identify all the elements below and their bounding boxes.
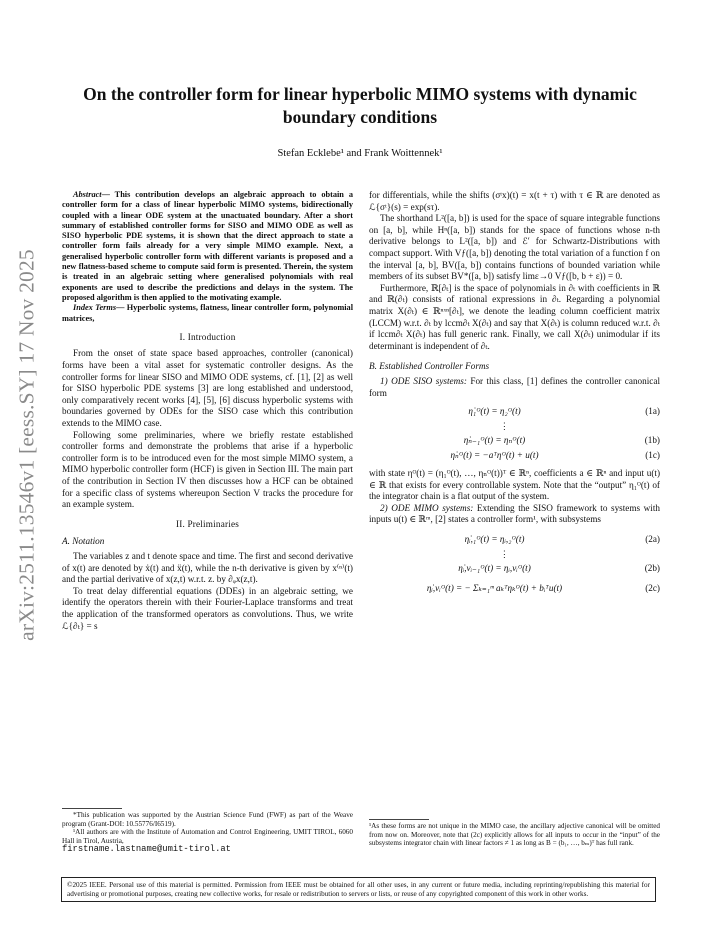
right-paragraph-0: for differentials, while the shifts (σᵗx)(t) = x(t + τ) with τ ∈ ℝ are denoted as ℒ{σᵗ}(s) = exp(sτ).	[369, 190, 660, 212]
mimo-heading: 2) ODE MIMO systems:	[380, 502, 474, 513]
equation-2a	[369, 532, 660, 547]
equation-number: (2c)	[645, 583, 660, 594]
equation-1b	[369, 433, 660, 448]
equation-2c	[369, 576, 660, 602]
equation-number: (1c)	[645, 449, 660, 460]
equation-body: η̇ᵢ,νᵢ₋₁ᴼ(t) = ηᵢ,νᵢᴼ(t)	[458, 562, 531, 573]
footnote-rule-left	[62, 808, 122, 809]
left-column	[62, 190, 353, 632]
footnotes-left	[62, 811, 353, 854]
index-terms	[62, 303, 353, 324]
abstract-label: Abstract	[73, 190, 102, 199]
funding-footnote: *This publication was supported by the Austrian Science Fund (FWF) as part of the Weave program (Grant-DOI: 10.55776/I6519).	[62, 811, 353, 828]
intro-paragraph-1: From the onset of state space based approaches, controller (canonical) forms have been a vital asset for systematic controller designs. As the controller forms for linear SISO and MIMO ODE systems, cf. [1], [2] as well for SISO hyperbolic PDE systems [3] are long established and understood, only comparatively recent works [4], [5], [6] discuss hyperbolic systems with boundaries governed by ODEs for the SISO case which this contribution extends to the MIMO case.	[62, 348, 353, 429]
vertical-ellipsis: ⋮	[499, 549, 510, 560]
siso-heading: 1) ODE SISO systems:	[380, 375, 467, 386]
equation-body: η̇ᵢ,₁ᴼ(t) = ηᵢ,₂ᴼ(t)	[464, 533, 525, 544]
paper-title: On the controller form for linear hyperbolic MIMO systems with dynamic boundary conditions	[83, 84, 637, 127]
vertical-ellipsis: ⋮	[499, 421, 510, 432]
equation-1a	[369, 404, 660, 419]
section-heading-introduction: I. Introduction	[179, 331, 236, 342]
notation-paragraph-2: To treat delay differential equations (DDEs) in an algebraic setting, we identify the operators therein with their Fourier-Laplace transforms and treat the application of the transformed operators as convolutions. Thus, we write ℒ{∂ₜ} = s	[62, 585, 353, 631]
author-line: Stefan Ecklebe¹ and Frank Woittennek¹	[277, 148, 443, 159]
equation-2b	[369, 561, 660, 576]
equation-number: (2b)	[644, 562, 660, 573]
equation-number: (1a)	[645, 405, 660, 416]
arxiv-stamp: arXiv:2511.13546v1 [eess.SY] 17 Nov 2025	[14, 249, 39, 641]
mimo-paragraph	[369, 503, 660, 526]
notation-paragraph-1: The variables z and t denote space and time. The first and second derivative of x(t) are denoted by ẋ(t) and ẍ(t), while the n-th derivative is given by x⁽ⁿ⁾(t) and the partial derivative of x(z,t) w.r.t. z. by ∂ᵩx(z,t).	[62, 550, 353, 585]
equation-body: η̇ᵢ,νᵢᴼ(t) = − Σₖ₌₁ᵐ aₖᵀηₖᴼ(t) + bᵢᵀu(t)	[426, 583, 563, 594]
subsection-heading-notation: A. Notation	[62, 536, 105, 547]
right-paragraph-2: Furthermore, ℝ[∂ₜ] is the space of polynomials in ∂ₜ with coefficients in ℝ and ℝ(∂ₜ) consists of rational expressions in ∂ₜ. Regarding a polynomial matrix X(∂ₜ) ∈ ℝⁿˣⁿ[∂ₜ], we denote the leading column coefficient matrix (LCCM) w.r.t. ∂ₜ by lccm∂ₜ X(∂ₜ) and say that X(∂ₜ) is column reduced w.r.t. ∂ₜ if lccm∂ₜ X(∂ₜ) has full generic rank. Finally, we call X(∂ₜ) unimodular if its determinant is independent of ∂ₜ.	[369, 282, 660, 351]
siso-paragraph	[369, 376, 660, 399]
abstract	[62, 190, 353, 303]
index-terms-text: — Hyperbolic systems, flatness, linear controller form, polynomial matrices,	[62, 303, 354, 323]
right-column	[369, 190, 660, 602]
right-paragraph-1: The shorthand L²([a, b]) is used for the space of square integrable functions on [a, b], while Hⁿ([a, b]) stands for the space of functions whose n-th derivative belongs to L²([a, b]) and ℰ′ for Schwartz-Distributions with compact support. With Vƒ([a, b]) denoting the total variation of a function f on the interval [a, b], BV([a, b]) contains functions of bounded variation while members of its subset BV*([a, b]) satisfy limε→0 Vƒ([b, b + ε)) = 0.	[369, 213, 660, 282]
subsection-heading-controller-forms: B. Established Controller Forms	[369, 361, 490, 372]
siso-after-paragraph: with state ηᴼ(t) = (η₁ᴼ(t), …, ηₙᴼ(t))ᵀ ∈ ℝⁿ, coefficients a ∈ ℝⁿ and input u(t) ∈ ℝ that exists for every controllable system. Note that the “output” η₁ᴼ(t) of the integrator chain is a flat output of the system.	[369, 468, 660, 502]
equation-1c	[369, 448, 660, 463]
equation-body: η̇ₙᴼ(t) = −aᵀηᴼ(t) + u(t)	[450, 449, 539, 460]
copyright-notice: ©2025 IEEE. Personal use of this material is permitted. Permission from IEEE must be obtained for all other uses, in any current or future media, including reprinting/republishing this material for advertising or promotional purposes, creating new collective works, for resale or redistribution to servers or lists, or reuse of any copyrighted component of this work in other works.	[61, 877, 656, 902]
equation-body: η̇₁ᴼ(t) = η₂ᴼ(t)	[468, 405, 521, 416]
intro-paragraph-2: Following some preliminaries, where we briefly restate established controller forms and demonstrate the problems that arise if a hyperbolic controller form is to be introduced even for the most simple MIMO system, a MIMO hyperbolic controller form (HCF) is given in Section III. The main part of the contribution in Section IV then discusses how a HCF can be obtained for a specific class of systems whereupon Section V tracks the procedure for an example system.	[62, 429, 353, 510]
equation-number: (2a)	[645, 533, 660, 544]
mimo-text: Extending the SISO framework to systems with inputs u(t) ∈ ℝᵐ, [2] states a controller form¹, with subsystems	[369, 502, 660, 525]
footnote-right: ¹As these forms are not unique in the MIMO case, the ancillary adjective canonical will be omitted from now on. Moreover, note that (2c) explicitly allows for all inputs to occur in the “input” of the subsystems integrator chain with linear factors ≠ 1 as long as B = (b₁, …, bₘ)ᵀ has full rank.	[369, 822, 660, 848]
footnote-rule-right	[369, 819, 429, 820]
section-heading-preliminaries: II. Preliminaries	[175, 518, 240, 529]
equation-number: (1b)	[644, 434, 660, 445]
equation-body: η̇ₙ₋₁ᴼ(t) = ηₙᴼ(t)	[463, 434, 526, 445]
affiliation-footnote: ¹All authors are with the Institute of Automation and Control Engineering, UMIT TIROL, 6060 Hall in Tirol, Austria,	[62, 828, 353, 845]
email-address: firstname.lastname@umit-tirol.at	[62, 844, 231, 855]
abstract-text: — This contribution develops an algebraic approach to obtain a controller form for a class of linear hyperbolic MIMO systems, bidirectionally coupled with a linear ODE system at the unactuated boundary. After a short summary of established controller forms for SISO and MIMO ODE as well as SISO hyperbolic PDE systems, it is shown that the direct approach to state a controller form fails already for a very simple MIMO example. Next, a generalised hyperbolic controller form with different variants is proposed and a new flatness-based scheme to compute said form is presented. Therein, the system is treated in an algebraic setting where generalised polynomials with real exponents are used to describe the predictions and delays in the system. The proposed algorithm is then applied to the motivating example.	[62, 190, 353, 302]
index-terms-label: Index Terms	[73, 303, 117, 313]
siso-text: For this class, [1] defines the controller canonical form	[369, 375, 661, 398]
